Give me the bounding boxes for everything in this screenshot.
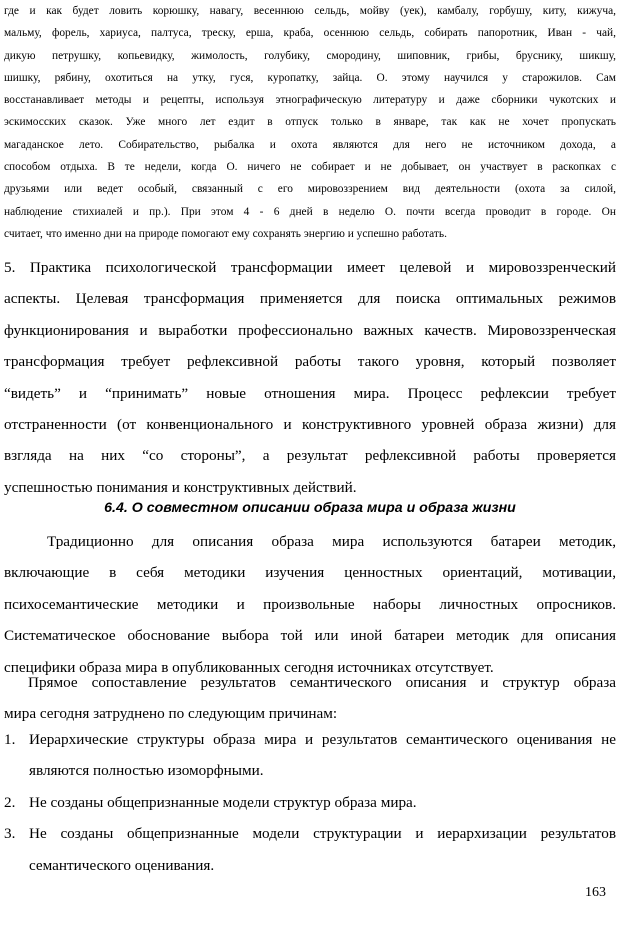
list-item — [4, 818, 616, 881]
paragraph-5 — [4, 252, 616, 503]
list-number: 1. — [4, 731, 16, 748]
text-line: специфики образа мира в опубликованных сегодня источниках отсутствует. — [4, 658, 494, 676]
list-number: 2. — [4, 793, 16, 811]
text-line: аспекты. Целевая трансформация применяется для поиска оптимальных режимов — [4, 290, 616, 308]
text-line: дикую петрушку, копьевидку, жимолость, голубику, смородину, шиповник, грибы, бруснику, шикшу, — [4, 49, 616, 62]
list-item — [4, 724, 616, 787]
text-line: восстанавливает методы и рецепты, используя этнографическую литературу и даже сборники чукотских и — [4, 94, 616, 107]
text-line: 5. Практика психологической трансформации имеет целевой и мировоззренческий — [4, 259, 616, 276]
text-line: наблюдение стихиалей и пр.). При этом 4 - 6 дней в неделю О. почти всегда проводит в городе. Он — [4, 205, 616, 218]
text-line: способом отдыха. В те недели, когда О. ничего не собирает и не добывает, он участвует в раскопках с — [4, 161, 616, 174]
text-line: включающие в себя методики изучения ценностных ориентаций, мотивации, — [4, 564, 616, 582]
text-line: мира сегодня затруднено по следующим причинам: — [4, 705, 338, 723]
text-line: Систематическое обоснование выбора той или иной батареи методик для описания — [4, 627, 616, 645]
text-line: отстраненности (от конвенционального и конструктивного уровней образа жизни) для — [4, 416, 616, 434]
text-line: психосемантические методики и произвольные наборы личностных опросников. — [4, 595, 616, 613]
text-line: Традиционно для описания образа мира используются батареи методик, — [47, 533, 616, 550]
text-line: Не созданы общепризнанные модели структур образа мира. — [29, 793, 417, 811]
direct-comparison-paragraph — [4, 667, 616, 730]
text-line: взгляда на них “со стороны”, а результат рефлексивной работы проверяется — [4, 447, 616, 465]
text-line: являются полностью изоморфными. — [29, 762, 264, 780]
section-heading: 6.4. О совместном описании образа мира и образа жизни — [104, 500, 516, 516]
text-line: Не созданы общепризнанные модели структурации и иерархизации результатов — [29, 825, 616, 843]
text-line: Иерархические структуры образа мира и результатов семантического оценивания не — [29, 731, 616, 748]
text-line: успешностью понимания и конструктивных действий. — [4, 478, 357, 496]
reasons-list — [4, 724, 616, 881]
page-number: 163 — [585, 885, 606, 900]
text-line: семантического оценивания. — [29, 856, 215, 874]
text-line: “видеть” и “принимать” новые отношения мира. Процесс рефлексии требует — [4, 384, 616, 402]
text-line: друзьями или ведет особый, связанный с его мировоззрением вид деятельности (охота за силой, — [4, 183, 616, 196]
text-line: считает, что именно дни на природе помогают ему сохранять энергию и успешно работать. — [4, 227, 447, 240]
text-line: трансформация требует рефлексивной работы такого уровня, который позволяет — [4, 353, 616, 371]
text-line: функционирования и выработки профессионально важных качеств. Мировоззренческая — [4, 321, 616, 339]
list-item — [4, 787, 616, 818]
intro-paragraph — [4, 526, 616, 683]
text-line: где и как будет ловить корюшку, навагу, весеннюю сельдь, мойву (уек), камбалу, горбушу, киту, кижуча, — [4, 5, 616, 17]
text-line: мальму, форель, хариуса, палтуса, треску, ерша, краба, осеннюю сельдь, собирать папоротник, Иван - чай, — [4, 27, 616, 40]
text-line: эскимосских сказок. Уже много лет ездит в отпуск только в январе, так как не хочет пропускать — [4, 116, 616, 129]
text-line: магаданское лето. Собирательство, рыбалка и охота являются для него не источником дохода, а — [4, 138, 616, 151]
top-paragraph — [4, 0, 616, 245]
list-number: 3. — [4, 825, 16, 843]
text-line: шишку, рябину, охотиться на утку, гуся, куропатку, зайца. О. этому научился у старожилов. Сам — [4, 71, 616, 84]
text-line: Прямое сопоставление результатов семантического описания и структур образа — [28, 674, 616, 691]
